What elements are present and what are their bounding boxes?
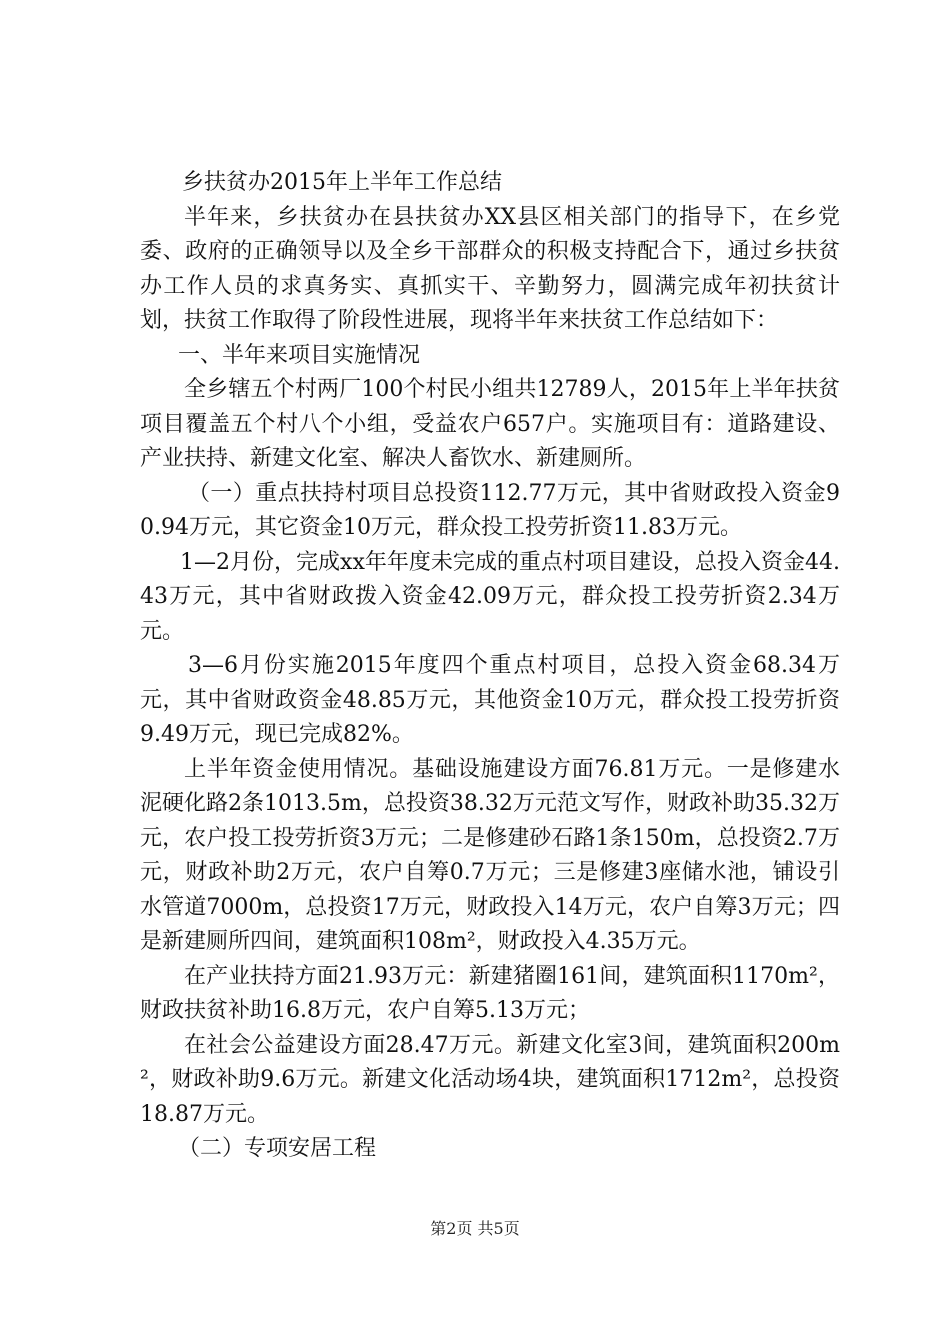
document-body xyxy=(140,166,840,1167)
section-heading-1: 一、半年来项目实施情况 xyxy=(178,342,421,368)
paragraph-jan-feb: 1—2月份，完成xx年年度未完成的重点村项目建设，总投入资金44.43万元，其中省财政拨入资金42.09万元，群众投工投劳折资2.34万元。 xyxy=(140,549,840,644)
section-heading-2: （二）专项安居工程 xyxy=(178,1136,377,1161)
paragraph-public-welfare: 在社会公益建设方面28.47万元。新建文化室3间，建筑面积200m²，财政补助9.6万元。新建文化活动场4块，建筑面积1712m²，总投资18.87万元。 xyxy=(140,1032,840,1127)
paragraph-subsection-1: （一）重点扶持村项目总投资112.77万元，其中省财政投入资金90.94万元，其它资金10万元，群众投工投劳折资11.83万元。 xyxy=(140,480,840,540)
paragraph-industry-support: 在产业扶持方面21.93万元：新建猪圈161间，建筑面积1170m²，财政扶贫补助16.8万元，农户自筹5.13万元； xyxy=(140,963,840,1023)
paragraph-mar-jun: 3—6月份实施2015年度四个重点村项目，总投入资金68.34万元，其中省财政资金48.85万元，其他资金10万元，群众投工投劳折资9.49万元，现已完成82%。 xyxy=(140,653,840,747)
paragraph-intro: 半年来，乡扶贫办在县扶贫办XX县区相关部门的指导下，在乡党委、政府的正确领导以及全乡干部群众的积极支持配合下，通过乡扶贫办工作人员的求真务实、真抓实干、辛勤努力，圆满完成年初扶贫计划，扶贫工作取得了阶段性进展，现将半年来扶贫工作总结如下： xyxy=(140,204,840,333)
page-number-footer: 第2页 共5页 xyxy=(430,1219,520,1238)
paragraph-overview: 全乡辖五个村两厂100个村民小组共12789人，2015年上半年扶贫项目覆盖五个村八个小组，受益农户657户。实施项目有：道路建设、产业扶持、新建文化室、解决人畜饮水、新建厕所。 xyxy=(140,377,840,471)
paragraph-fund-usage: 上半年资金使用情况。基础设施建设方面76.81万元。一是修建水泥硬化路2条1013.5m，总投资38.32万元范文写作，财政补助35.32万元，农户投工投劳折资3万元；二是修建砂石路1条150m，总投资2.7万元，财政补助2万元，农户自筹0.7万元；三是修建3座储水池，铺设引水管道7000m，总投资17万元，财政投入14万元，农户自筹3万元；四是新建厕所四间，建筑面积108m²，财政投入4.35万元。 xyxy=(140,756,840,954)
document-title: 乡扶贫办2015年上半年工作总结 xyxy=(182,170,502,195)
